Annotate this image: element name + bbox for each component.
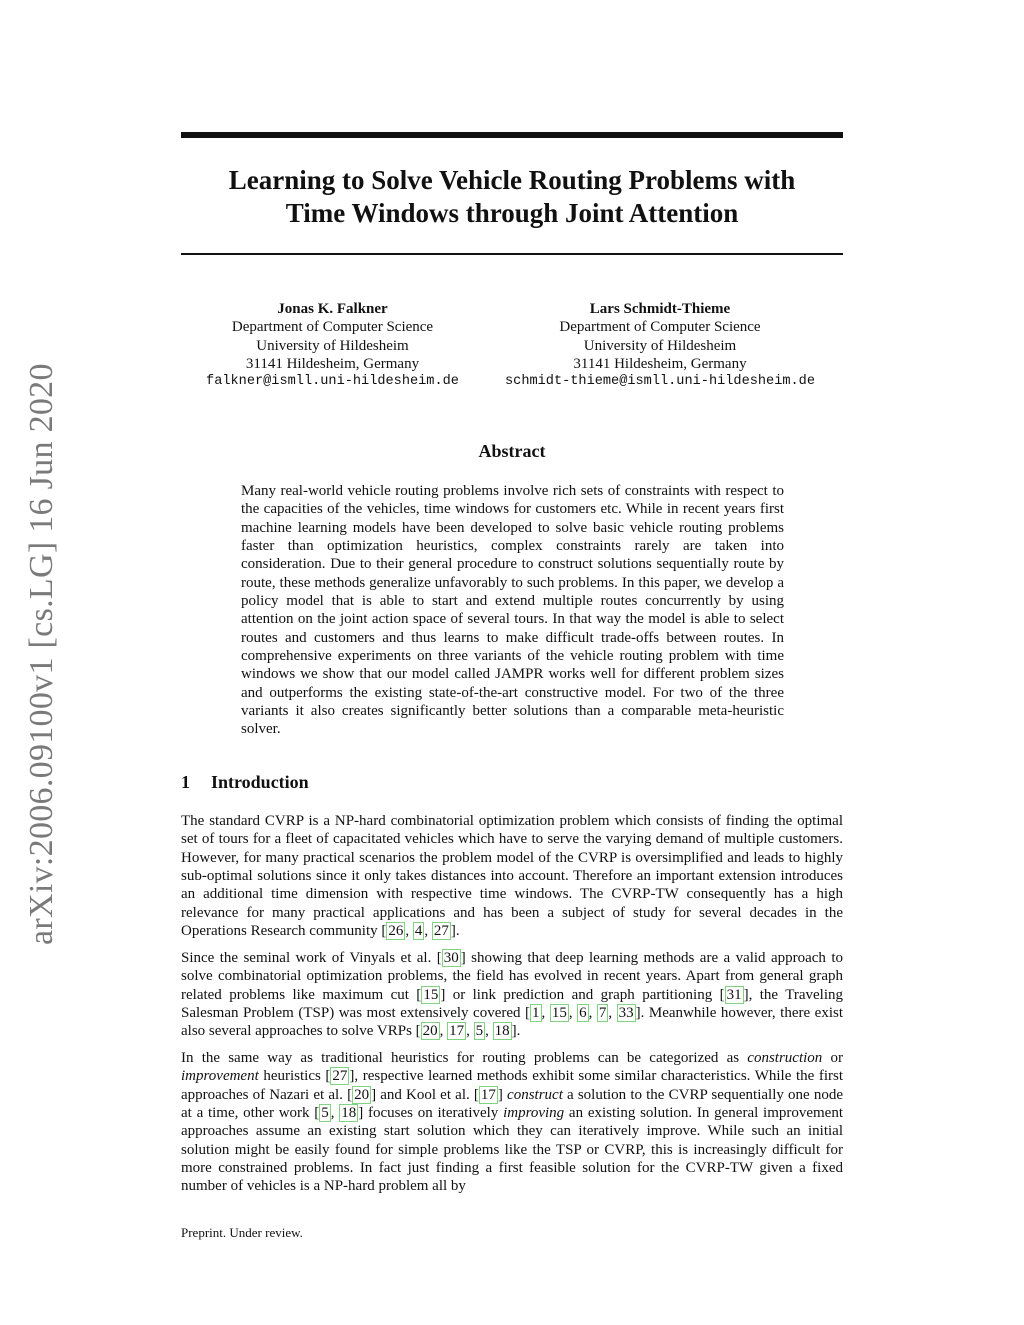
footer-note: Preprint. Under review.: [181, 1225, 303, 1240]
citation-link[interactable]: 30: [443, 950, 459, 966]
title-rule-top: [181, 132, 843, 138]
paragraph-text: Since the seminal work of Vinyals et al. [: [181, 950, 442, 966]
paragraph-text: ]. Meanwhile however, there exist also several approaches to solve VRPs [: [181, 1005, 843, 1040]
citation-link[interactable]: 17: [480, 1086, 496, 1103]
paragraph-text: ] or link prediction and graph partitioning [: [440, 986, 725, 1003]
paper-title-line-2: Time Windows through Joint Attention: [285, 198, 739, 228]
paragraph-text: The standard CVRP is a NP-hard combinatorial optimization problem which consists of finding the optimal set of tours for a fleet of capacitated vehicles which have to serve the varying demand of multiple customers. However, for many practical scenarios the problem model of the CVRP is oversimplified and leads to highly sub-optimal solutions since it only takes distances into account. Therefore an important extension introduces an additional time dimension with respective time windows. The CVRP-TW consequently has a high relevance for many practical applications and has been a subject of study for several decades in the Operations Research community [: [181, 813, 843, 940]
emphasis-text: construct: [507, 1086, 563, 1103]
paragraph-text: ] focuses on iteratively: [358, 1105, 504, 1122]
author-name: Lars Schmidt-Thieme: [589, 301, 731, 317]
author-block-2: [490, 300, 830, 391]
abstract-heading: Abstract: [478, 441, 546, 461]
paragraph-text: or: [822, 1050, 843, 1066]
author-department: Department of Computer Science: [559, 319, 761, 336]
paragraph-text: ] and Kool et al. [: [371, 1086, 479, 1103]
citation-link[interactable]: 18: [494, 1023, 510, 1040]
author-name: Jonas K. Falkner: [277, 301, 388, 317]
citation-link[interactable]: 4: [414, 923, 423, 940]
paragraph-text: a solution to the CVRP sequentially one node at a time, other work [: [181, 1086, 843, 1122]
citation-link[interactable]: 27: [332, 1068, 348, 1085]
citation-link[interactable]: 5: [475, 1023, 484, 1040]
citation-link[interactable]: 17: [449, 1023, 465, 1040]
paragraph-text: an existing solution. In general improvement approaches assume an existing start solution which they can iteratively improve. While such an initial solution might be easily found for simple problems like the TSP or CVRP, this is increasingly difficult for more constrained problems. In fact just finding a first feasible solution for the CVRP-TW given a fixed number of vehicles is a NP-hard problem all by: [181, 1105, 844, 1195]
citation-link[interactable]: 20: [422, 1023, 438, 1040]
paragraph-text: heuristics [: [258, 1068, 331, 1085]
citation-link[interactable]: 20: [354, 1086, 370, 1103]
emphasis-text: construction: [747, 1050, 823, 1066]
section-heading-introduction: [181, 771, 309, 793]
paragraph-text: ], the Traveling Salesman Problem (TSP) was most extensively covered [: [181, 986, 843, 1022]
section-title: Introduction: [211, 772, 309, 792]
author-university: University of Hildesheim: [256, 337, 409, 354]
paragraph-text: ] showing that deep learning methods are a valid approach to solve combinatorial optimization problems, the field has evolved in recent years. Apart from general graph related problems like maximum cut [: [181, 950, 843, 1003]
citation-link[interactable]: 15: [551, 1005, 567, 1022]
author-email[interactable]: schmidt-thieme@ismll.uni-hildesheim.de: [505, 374, 815, 390]
emphasis-text: improvement: [181, 1068, 259, 1085]
abstract-body: Many real-world vehicle routing problems involve rich sets of constraints with respect to the capacities of the vehicles, time windows for customers etc. While in recent years first machine learning models have been developed to solve basic vehicle routing problems faster than optimization heuristics, complex constraints rarely are taken into consideration. Due to their general procedure to construct solutions sequentially route by route, these methods generalize unfavorably to such problems. In this paper, we develop a policy model that is able to start and extend multiple routes concurrently by using attention on the joint action space of several tours. In that way the model is able to select routes and customers and thus learns to make difficult trade-offs between routes. In comprehensive experiments on three variants of the vehicle routing problem with time windows we show that our model called JAMPR works well for different problem sizes and outperforms the existing state-of-the-art constructive model. For two of the three variants it also creates significantly better solutions than a comparable meta-heuristic solver.: [241, 483, 784, 738]
section-number: 1: [181, 772, 190, 792]
paragraph-text: ].: [511, 1023, 521, 1040]
citation-link[interactable]: 7: [598, 1005, 607, 1022]
arxiv-identifier: arXiv:2006.09100v1 [cs.LG] 16 Jun 2020: [23, 363, 60, 945]
paper-title-line-1: Learning to Solve Vehicle Routing Problems with: [228, 165, 796, 195]
intro-paragraph-3: In the same way as traditional heuristics for routing problems can be categorized as construction or improvement heuristics [ 27 ], respective learned methods exhibit some similar characteristics. While the first approaches of Nazari et al. [ 20 ] and Kool et al. [ 17 ] construct a solution to the CVRP sequentially one node at a time, other work [ 5 , 18 ] focuses on iteratively improving an existing solution. In general improvement approaches assume an existing start solution which they can iteratively improve. While such an initial solution might be easily found for simple problems like the TSP or CVRP, this is increasingly difficult for more constrained problems. In fact just finding a first feasible solution for the CVRP-TW given a fixed number of vehicles is a NP-hard problem all by: [181, 1050, 844, 1195]
intro-paragraph-2: Since the seminal work of Vinyals et al. [ 30 ] showing that deep learning methods are a valid approach to solve combinatorial optimization problems, the field has evolved in recent years. Apart from general graph related problems like maximum cut [ 15 ] or link prediction and graph partitioning [ 31 ], the Traveling Salesman Problem (TSP) was most extensively covered [ 1 , 15 , 6 , 7 , 33 ]. Meanwhile however, there exist also several approaches to solve VRPs [ 20 , 17 , 5 , 18 ].: [181, 950, 843, 1040]
paper-title: [181, 164, 843, 230]
paragraph-text: ], respective learned methods exhibit some similar characteristics. While the first approaches of Nazari et al. [: [181, 1068, 844, 1103]
paragraph-text: ]: [497, 1086, 508, 1103]
author-address: 31141 Hildesheim, Germany: [245, 355, 420, 372]
citation-link[interactable]: 26: [388, 923, 404, 940]
citation-link[interactable]: 18: [341, 1105, 357, 1122]
citation-link[interactable]: 15: [423, 986, 439, 1003]
intro-paragraph-1: The standard CVRP is a NP-hard combinatorial optimization problem which consists of finding the optimal set of tours for a fleet of capacitated vehicles which have to serve the varying demand of multiple customers. However, for many practical scenarios the problem model of the CVRP is oversimplified and leads to highly sub-optimal solutions since it only takes distances into account. Therefore an important extension introduces an additional time dimension with respective time windows. The CVRP-TW consequently has a high relevance for many practical applications and has been a subject of study for several decades in the Operations Research community [ 26 , 4 , 27 ].: [181, 813, 843, 940]
author-email[interactable]: falkner@ismll.uni-hildesheim.de: [206, 374, 459, 390]
paragraph-text: ].: [450, 923, 460, 940]
citation-link[interactable]: 6: [579, 1005, 587, 1022]
citation-link[interactable]: 27: [433, 923, 449, 940]
emphasis-text: improving: [503, 1105, 565, 1122]
author-department: Department of Computer Science: [231, 319, 434, 336]
author-address: 31141 Hildesheim, Germany: [573, 355, 747, 372]
author-university: University of Hildesheim: [583, 337, 737, 354]
citation-link[interactable]: 33: [618, 1005, 634, 1022]
citation-link[interactable]: 31: [726, 986, 742, 1003]
citation-link[interactable]: 5: [321, 1105, 329, 1122]
paragraph-text: In the same way as traditional heuristics for routing problems can be categorized as: [181, 1050, 748, 1066]
author-block-1: [190, 300, 475, 391]
title-rule-bottom: [181, 253, 843, 255]
citation-link[interactable]: 1: [532, 1005, 540, 1022]
